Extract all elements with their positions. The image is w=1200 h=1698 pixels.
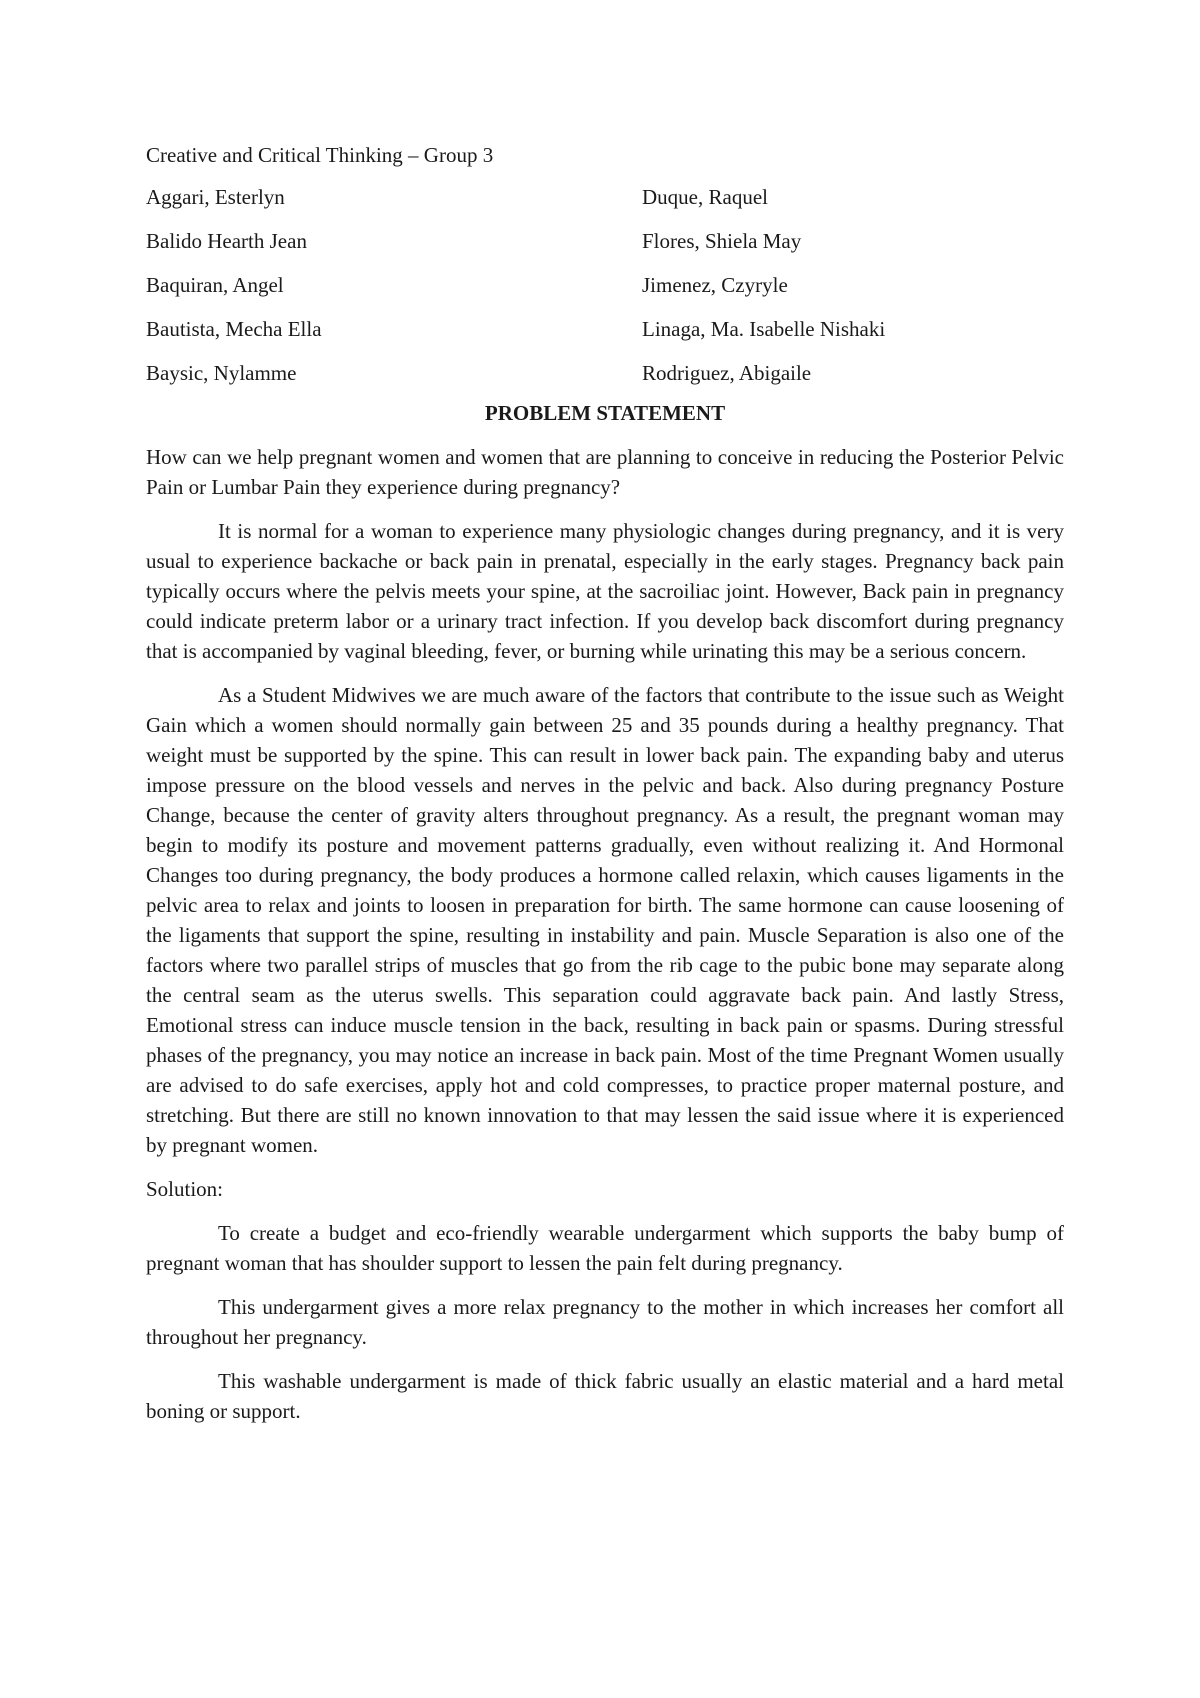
member-name: Jimenez, Czyryle [642, 273, 788, 297]
body-paragraph: As a Student Midwives we are much aware of the factors that contribute to the issue such as Weight Gain which a women should normally gain between 25 and 35 pounds during a healthy pregnancy. That weight must be supported by the spine. This can result in lower back pain. The expanding baby and uterus impose pressure on the blood vessels and nerves in the pelvic and back. Also during pregnancy Posture Change, because the center of gravity alters throughout pregnancy. As a result, the pregnant woman may begin to modify its posture and movement patterns gradually, even without realizing it. And Hormonal Changes too during pregnancy, the body produces a hormone called relaxin, which causes ligaments in the pelvic area to relax and joints to loosen in preparation for birth. The same hormone can cause loosening of the ligaments that support the spine, resulting in instability and pain. Muscle Separation is also one of the factors where two parallel strips of muscles that go from the rib cage to the pubic bone may separate along the central seam as the uterus swells. This separation could aggravate back pain. And lastly Stress, Emotional stress can induce muscle tension in the back, resulting in back pain or spasms. During stressful phases of the pregnancy, you may notice an increase in back pain. Most of the time Pregnant Women usually are advised to do safe exercises, apply hot and cold compresses, to practice proper maternal posture, and stretching. But there are still no known innovation to that may lessen the said issue where it is experienced by pregnant women. [146, 683, 1064, 1157]
group-title: Creative and Critical Thinking – Group 3 [146, 143, 494, 167]
member-name: Linaga, Ma. Isabelle Nishaki [642, 317, 886, 341]
solution-label: Solution: [146, 1177, 224, 1201]
member-name: Baquiran, Angel [146, 273, 284, 297]
problem-question: How can we help pregnant women and women that are planning to conceive in reducing the Posterior Pelvic Pain or Lumbar Pain they experience during pregnancy? [146, 445, 1064, 499]
member-list [146, 182, 1064, 388]
member-name: Balido Hearth Jean [146, 229, 307, 253]
member-name: Rodriguez, Abigaile [642, 361, 812, 385]
solution-paragraph: This washable undergarment is made of thick fabric usually an elastic material and a hard metal boning or support. [146, 1369, 1064, 1423]
member-name: Bautista, Mecha Ella [146, 317, 322, 341]
member-name: Baysic, Nylamme [146, 361, 297, 385]
document-page [146, 140, 1064, 1440]
member-name: Aggari, Esterlyn [146, 185, 285, 209]
solution-paragraph: This undergarment gives a more relax pregnancy to the mother in which increases her comfort all throughout her pregnancy. [146, 1295, 1064, 1349]
section-heading: PROBLEM STATEMENT [484, 401, 726, 425]
solution-paragraph: To create a budget and eco-friendly wearable undergarment which supports the baby bump of pregnant woman that has shoulder support to lessen the pain felt during pregnancy. [146, 1221, 1064, 1275]
body-paragraph: It is normal for a woman to experience many physiologic changes during pregnancy, and it is very usual to experience backache or back pain in prenatal, especially in the early stages. Pregnancy back pain typically occurs where the pelvis meets your spine, at the sacroiliac joint. However, Back pain in pregnancy could indicate preterm labor or a urinary tract infection. If you develop back discomfort during pregnancy that is accompanied by vaginal bleeding, fever, or burning while urinating this may be a serious concern. [146, 519, 1064, 663]
member-name: Flores, Shiela May [642, 229, 802, 253]
member-name: Duque, Raquel [642, 185, 768, 209]
